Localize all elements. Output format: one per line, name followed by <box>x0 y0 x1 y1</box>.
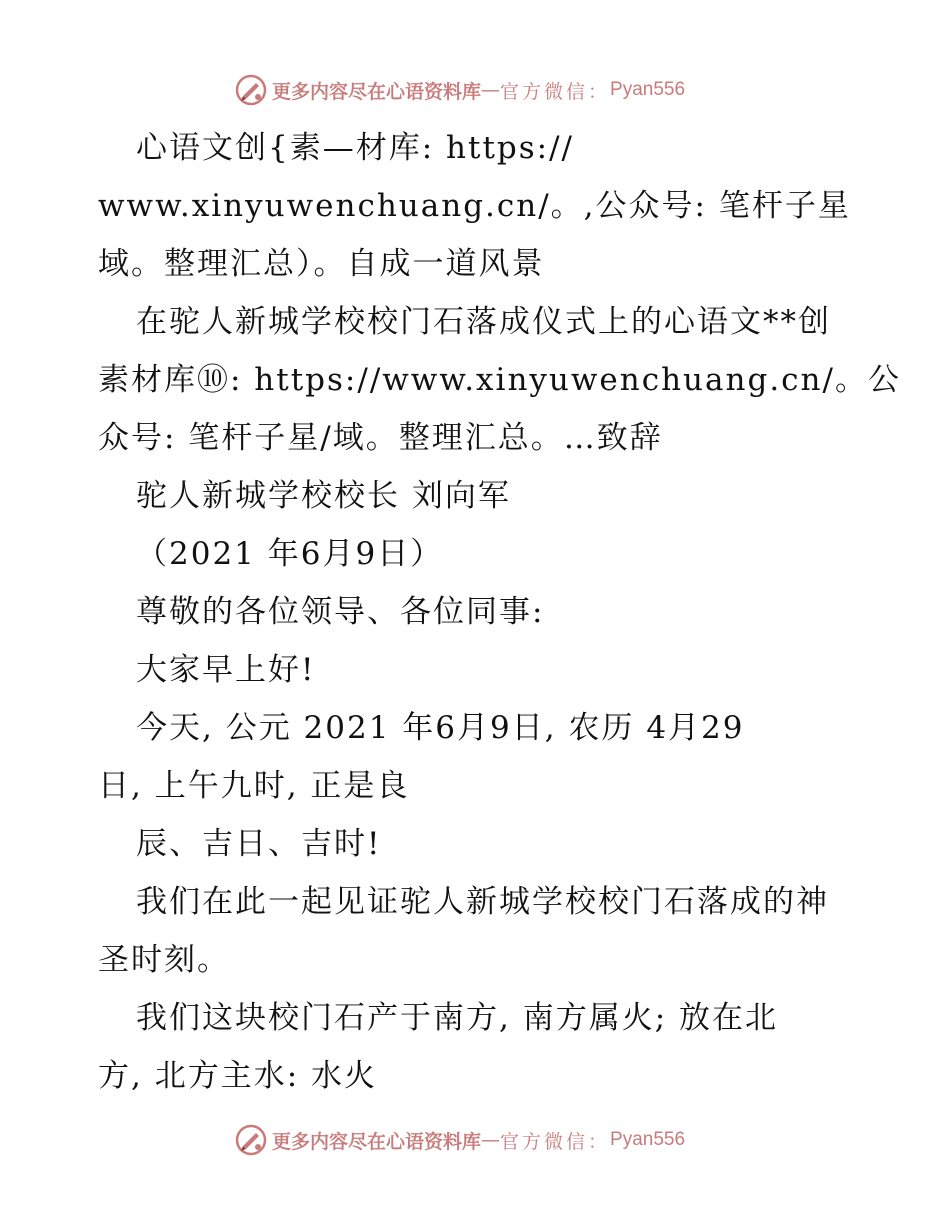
pen-logo-icon <box>234 1123 268 1157</box>
text-line: 我们在此一起见证驼人新城学校校门石落成的神 <box>136 884 829 920</box>
banner-title: 更多内容尽在心语资料库 <box>272 80 482 103</box>
date-line: （2021 年6月9日） <box>136 536 444 572</box>
banner-dash: — <box>481 79 501 101</box>
banner-contact-id: Pyan556 <box>610 79 686 100</box>
text-line: 今天, 公元 2021 年6月9日, 农历 4月29 <box>136 710 745 746</box>
banner-contact-id: Pyan556 <box>610 1129 686 1150</box>
banner-title: 更多内容尽在心语资料库 <box>272 1130 482 1153</box>
text-line: 心语文创{素—材库: https:// <box>136 130 574 166</box>
banner-contact-label: 官方微信： <box>500 1130 611 1153</box>
text-line: 日, 上午九时, 正是良 <box>98 768 410 804</box>
salutation-line: 尊敬的各位领导、各位同事: <box>136 594 545 630</box>
text-line: 域。整理汇总）。自成一道风景 <box>98 246 545 282</box>
footer-banner <box>234 1120 685 1160</box>
banner-contact-label: 官方微信： <box>500 80 611 103</box>
text-line: 圣时刻。 <box>98 942 230 978</box>
text-line: 素材库⑩: https://www.xinyuwenchuang.cn/。公 <box>98 362 901 398</box>
text-line: 方, 北方主水: 水火 <box>98 1058 378 1094</box>
text-line: 辰、吉日、吉时! <box>136 826 382 862</box>
author-line: 驼人新城学校校长 刘向军 <box>136 478 511 514</box>
text-line: 我们这块校门石产于南方, 南方属火; 放在北 <box>136 1000 779 1036</box>
text-line: www.xinyuwenchuang.cn/。,公众号: 笔杆子星 <box>98 188 851 224</box>
text-line: 在驼人新城学校校门石落成仪式上的心语文**创 <box>136 304 831 340</box>
greeting-line: 大家早上好! <box>136 652 316 688</box>
header-banner <box>234 70 685 110</box>
document-body <box>98 119 901 1105</box>
text-line: 众号: 笔杆子星/域。整理汇总。…致辞 <box>98 420 663 456</box>
pen-logo-icon <box>234 73 268 107</box>
banner-dash: — <box>481 1129 501 1151</box>
